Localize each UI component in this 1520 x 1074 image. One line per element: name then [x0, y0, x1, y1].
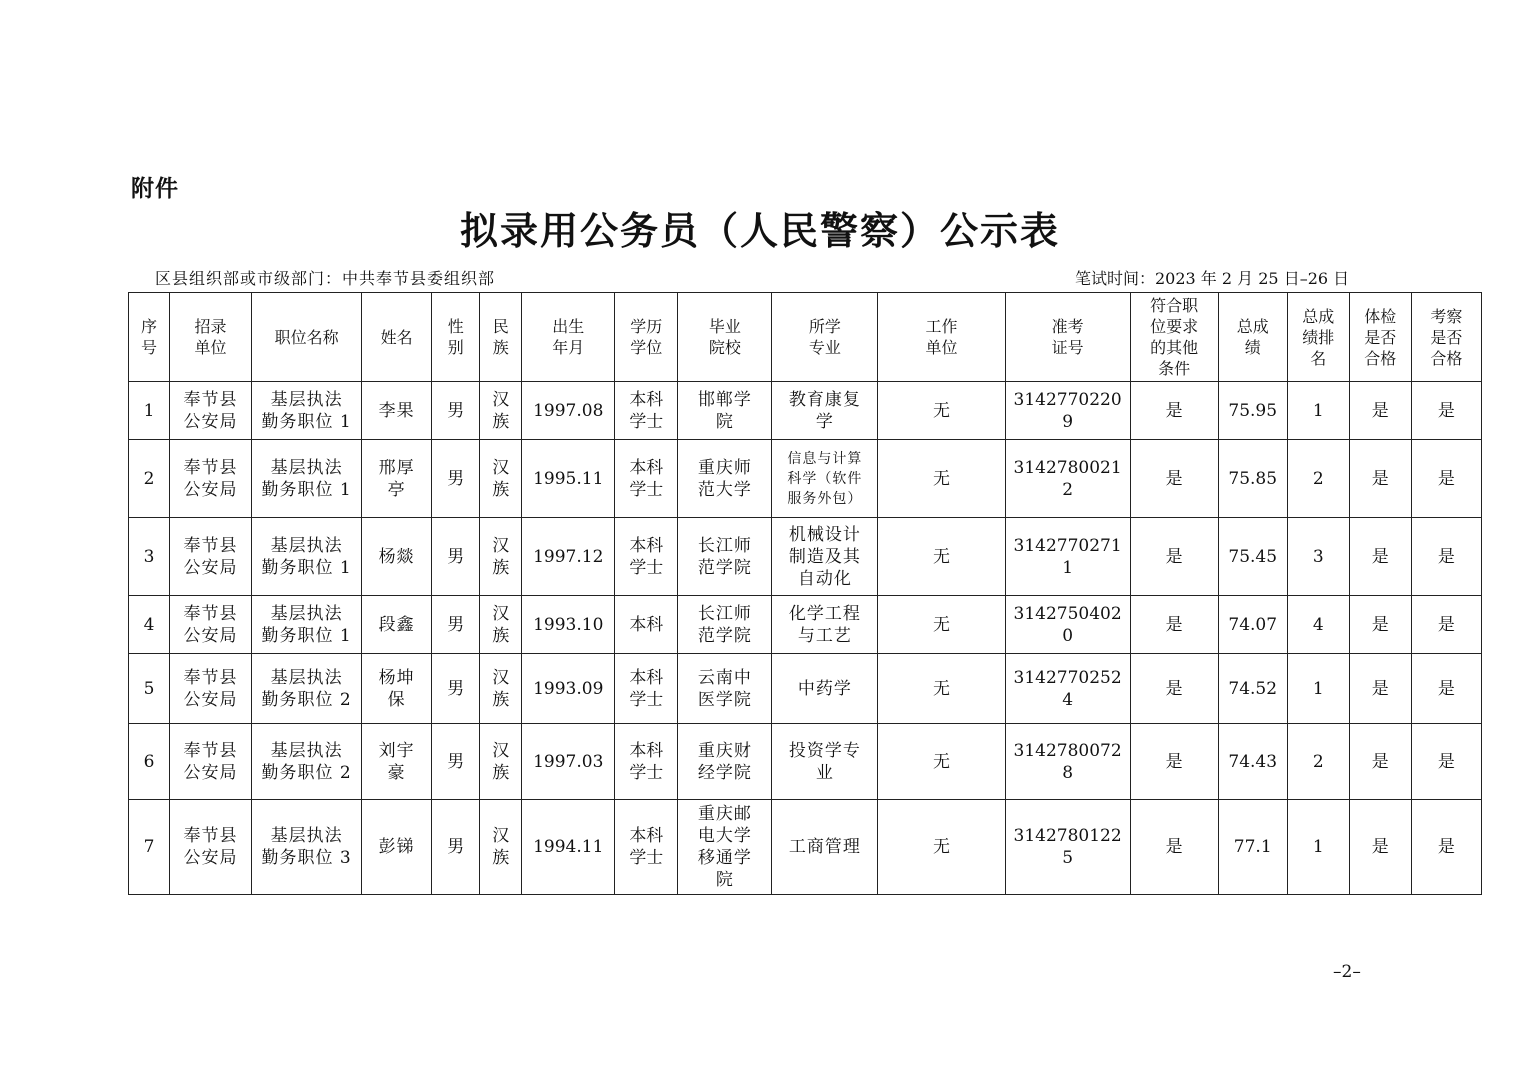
cell-score: 77.1	[1218, 800, 1287, 895]
cell-position: 基层执法 勤务职位 2	[252, 724, 362, 800]
table-row	[129, 596, 1482, 654]
cell-major: 信息与计算 科学（软件 服务外包）	[772, 440, 878, 518]
cell-conditions: 是	[1130, 596, 1218, 654]
cell-ethnicity: 汉 族	[480, 654, 522, 724]
cell-medical: 是	[1349, 596, 1411, 654]
cell-seq: 5	[129, 654, 170, 724]
header-cell: 序 号	[129, 293, 170, 382]
cell-medical: 是	[1349, 800, 1411, 895]
header-cell: 民 族	[480, 293, 522, 382]
header-cell: 体检 是否 合格	[1349, 293, 1411, 382]
cell-major: 教育康复 学	[772, 382, 878, 440]
header-cell: 性 别	[432, 293, 480, 382]
cell-birth: 1997.12	[522, 518, 615, 596]
cell-birth: 1994.11	[522, 800, 615, 895]
cell-rank: 1	[1287, 382, 1349, 440]
cell-exam-id: 31427702524	[1005, 654, 1130, 724]
cell-medical: 是	[1349, 724, 1411, 800]
cell-exam-id: 31427801225	[1005, 800, 1130, 895]
cell-exam-id: 31427702711	[1005, 518, 1130, 596]
table-row	[129, 800, 1482, 895]
cell-score: 75.45	[1218, 518, 1287, 596]
cell-seq: 2	[129, 440, 170, 518]
cell-exam-id: 31427504020	[1005, 596, 1130, 654]
cell-position: 基层执法 勤务职位 1	[252, 596, 362, 654]
table-row	[129, 654, 1482, 724]
cell-school: 重庆财 经学院	[678, 724, 772, 800]
cell-score: 74.07	[1218, 596, 1287, 654]
page-title: 拟录用公务员（人民警察）公示表	[459, 208, 1060, 253]
cell-seq: 6	[129, 724, 170, 800]
header-cell: 出生 年月	[522, 293, 615, 382]
cell-school: 长江师 范学院	[678, 518, 772, 596]
department-line: 区县组织部或市级部门：中共奉节县委组织部	[155, 269, 496, 288]
cell-score: 75.95	[1218, 382, 1287, 440]
cell-position: 基层执法 勤务职位 1	[252, 382, 362, 440]
cell-birth: 1997.03	[522, 724, 615, 800]
cell-rank: 1	[1287, 654, 1349, 724]
cell-birth: 1997.08	[522, 382, 615, 440]
cell-major: 中药学	[772, 654, 878, 724]
cell-ethnicity: 汉 族	[480, 724, 522, 800]
cell-gender: 男	[432, 440, 480, 518]
cell-degree: 本科 学士	[615, 382, 678, 440]
cell-name: 彭锑	[362, 800, 432, 895]
cell-conditions: 是	[1130, 440, 1218, 518]
cell-conditions: 是	[1130, 382, 1218, 440]
table-row	[129, 724, 1482, 800]
cell-workplace: 无	[878, 654, 1005, 724]
cell-school: 邯郸学 院	[678, 382, 772, 440]
cell-unit: 奉节县 公安局	[170, 518, 252, 596]
header-cell: 总成 绩	[1218, 293, 1287, 382]
header-cell: 招录 单位	[170, 293, 252, 382]
cell-degree: 本科 学士	[615, 724, 678, 800]
cell-workplace: 无	[878, 724, 1005, 800]
cell-gender: 男	[432, 654, 480, 724]
cell-birth: 1993.10	[522, 596, 615, 654]
header-cell: 准考 证号	[1005, 293, 1130, 382]
cell-degree: 本科 学士	[615, 518, 678, 596]
cell-major: 投资学专 业	[772, 724, 878, 800]
cell-major: 化学工程 与工艺	[772, 596, 878, 654]
header-cell: 所学 专业	[772, 293, 878, 382]
cell-score: 75.85	[1218, 440, 1287, 518]
cell-position: 基层执法 勤务职位 2	[252, 654, 362, 724]
cell-inspection: 是	[1411, 724, 1481, 800]
cell-name: 杨燚	[362, 518, 432, 596]
cell-medical: 是	[1349, 382, 1411, 440]
cell-rank: 2	[1287, 724, 1349, 800]
cell-unit: 奉节县 公安局	[170, 596, 252, 654]
cell-unit: 奉节县 公安局	[170, 440, 252, 518]
cell-gender: 男	[432, 724, 480, 800]
cell-gender: 男	[432, 596, 480, 654]
candidate-table	[128, 292, 1482, 895]
cell-inspection: 是	[1411, 382, 1481, 440]
cell-seq: 1	[129, 382, 170, 440]
cell-rank: 4	[1287, 596, 1349, 654]
cell-unit: 奉节县 公安局	[170, 382, 252, 440]
cell-school: 重庆师 范大学	[678, 440, 772, 518]
cell-score: 74.43	[1218, 724, 1287, 800]
cell-medical: 是	[1349, 518, 1411, 596]
header-cell: 职位名称	[252, 293, 362, 382]
cell-school: 重庆邮 电大学 移通学 院	[678, 800, 772, 895]
cell-birth: 1995.11	[522, 440, 615, 518]
table-row	[129, 382, 1482, 440]
cell-name: 段鑫	[362, 596, 432, 654]
cell-conditions: 是	[1130, 518, 1218, 596]
cell-seq: 3	[129, 518, 170, 596]
cell-degree: 本科 学士	[615, 800, 678, 895]
cell-rank: 3	[1287, 518, 1349, 596]
cell-medical: 是	[1349, 440, 1411, 518]
header-cell: 符合职 位要求 的其他 条件	[1130, 293, 1218, 382]
cell-seq: 7	[129, 800, 170, 895]
cell-name: 李果	[362, 382, 432, 440]
cell-ethnicity: 汉 族	[480, 800, 522, 895]
cell-name: 邢厚 亭	[362, 440, 432, 518]
cell-gender: 男	[432, 800, 480, 895]
header-cell: 考察 是否 合格	[1411, 293, 1481, 382]
cell-degree: 本科	[615, 596, 678, 654]
cell-school: 云南中 医学院	[678, 654, 772, 724]
cell-position: 基层执法 勤务职位 1	[252, 518, 362, 596]
cell-workplace: 无	[878, 440, 1005, 518]
cell-ethnicity: 汉 族	[480, 382, 522, 440]
cell-inspection: 是	[1411, 440, 1481, 518]
cell-inspection: 是	[1411, 518, 1481, 596]
cell-unit: 奉节县 公安局	[170, 724, 252, 800]
cell-degree: 本科 学士	[615, 654, 678, 724]
cell-name: 杨坤 保	[362, 654, 432, 724]
cell-conditions: 是	[1130, 800, 1218, 895]
cell-birth: 1993.09	[522, 654, 615, 724]
cell-inspection: 是	[1411, 800, 1481, 895]
header-cell: 总成 绩排 名	[1287, 293, 1349, 382]
cell-rank: 1	[1287, 800, 1349, 895]
cell-exam-id: 31427702209	[1005, 382, 1130, 440]
cell-conditions: 是	[1130, 654, 1218, 724]
cell-position: 基层执法 勤务职位 3	[252, 800, 362, 895]
cell-unit: 奉节县 公安局	[170, 654, 252, 724]
page-number: –2–	[1333, 962, 1361, 982]
header-cell: 工作 单位	[878, 293, 1005, 382]
cell-inspection: 是	[1411, 654, 1481, 724]
header-cell: 毕业 院校	[678, 293, 772, 382]
cell-gender: 男	[432, 518, 480, 596]
cell-rank: 2	[1287, 440, 1349, 518]
exam-time-line: 笔试时间：2023 年 2 月 25 日–26 日	[1075, 269, 1350, 288]
table-header-row	[129, 293, 1482, 382]
cell-ethnicity: 汉 族	[480, 440, 522, 518]
table-row	[129, 440, 1482, 518]
cell-school: 长江师 范学院	[678, 596, 772, 654]
cell-workplace: 无	[878, 382, 1005, 440]
cell-workplace: 无	[878, 518, 1005, 596]
cell-position: 基层执法 勤务职位 1	[252, 440, 362, 518]
cell-exam-id: 31427800212	[1005, 440, 1130, 518]
cell-inspection: 是	[1411, 596, 1481, 654]
cell-ethnicity: 汉 族	[480, 518, 522, 596]
cell-major: 机械设计 制造及其 自动化	[772, 518, 878, 596]
cell-conditions: 是	[1130, 724, 1218, 800]
table-row	[129, 518, 1482, 596]
cell-score: 74.52	[1218, 654, 1287, 724]
header-cell: 姓名	[362, 293, 432, 382]
cell-workplace: 无	[878, 596, 1005, 654]
cell-name: 刘宇 豪	[362, 724, 432, 800]
cell-seq: 4	[129, 596, 170, 654]
cell-exam-id: 31427800728	[1005, 724, 1130, 800]
attachment-label: 附件	[131, 176, 179, 202]
cell-medical: 是	[1349, 654, 1411, 724]
header-cell: 学历 学位	[615, 293, 678, 382]
cell-degree: 本科 学士	[615, 440, 678, 518]
cell-gender: 男	[432, 382, 480, 440]
cell-workplace: 无	[878, 800, 1005, 895]
cell-major: 工商管理	[772, 800, 878, 895]
cell-unit: 奉节县 公安局	[170, 800, 252, 895]
cell-ethnicity: 汉 族	[480, 596, 522, 654]
